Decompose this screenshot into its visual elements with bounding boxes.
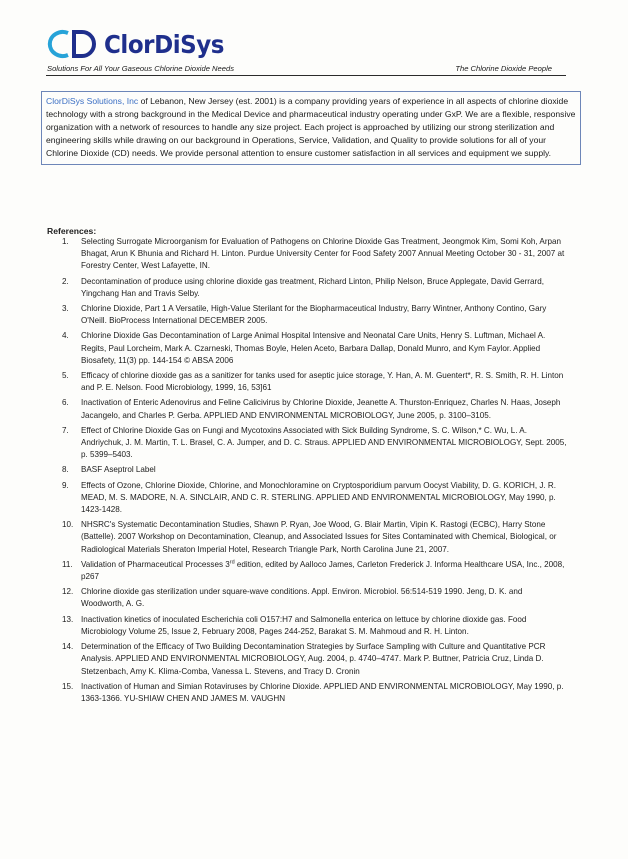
reference-item: 14. Determination of the Efficacy of Two Building Decontamination Strategies by Surface Sampling with Culture and Quantitative PCR Analysis. APPLIED AND ENVIRONMENTAL MICROBIOLOGY, Aug. 2004, p. 4740–4747. Mark P. Buttner, Patricia Cruz, Linda D. Stetzenbach, Amy K. Klima-Comba, Vanessa L. Stevens, and Tracy D. Cronin	[62, 642, 546, 676]
reference-item: 11. Validation of Pharmaceutical Processes 3rd edition, edited by Aalloco James, Carleton Frederick J. Informa Healthcare USA, Inc., 2008, p267	[62, 559, 565, 582]
reference-item: 1. Selecting Surrogate Microorganism for Evaluation of Pathogens on Chlorine Dioxide Gas Treatment, Jeongmok Kim, Somi Koh, Arpan Bhagat, Arun K Bhunia and Richard H. Linton. Purdue University Center for Food Safety 2007 Annual Meeting October 30 - 31, 2007 at Forestry Center, West Lafayette, IN.	[62, 237, 565, 271]
intro-box	[41, 91, 581, 165]
reference-item: 10. NHSRC's Systematic Decontamination Studies, Shawn P. Ryan, Joe Wood, G. Blair Martin, Vipin K. Rastogi (ECBC), Harry Stone (Battelle). 2007 Workshop on Decontamination, Cleanup, and Associated Issues for Sites Contaminated with Chemical, Biological, or Radiological Materials Sheraton Imperial Hotel, Research Triangle Park, North Carolina June 21, 2007.	[62, 520, 557, 554]
reference-item: 15. Inactivation of Human and Simian Rotaviruses by Chlorine Dioxide. APPLIED AND ENVIRONMENTAL MICROBIOLOGY, May 1990, p. 1363-1366. YU-SHIAW CHEN AND JAMES M. VAUGHN	[62, 681, 564, 703]
reference-item: 5. Efficacy of chlorine dioxide gas as a sanitizer for tanks used for aseptic juice storage, Y. Han, A. M. Guentert*, R. S. Smith, R. H. Linton and P. E. Nelson. Food Microbiology, 1999, 16, 53]61	[62, 371, 564, 393]
reference-item: 8. BASF Aseptrol Label	[62, 465, 156, 475]
reference-item: 2. Decontamination of produce using chlorine dioxide gas treatment, Richard Linton, Philip Nelson, Bruce Applegate, David Gerrard, Yingchang Han and Travis Selby.	[62, 276, 544, 298]
company-logo	[44, 28, 234, 60]
reference-item: 6. Inactivation of Enteric Adenovirus and Feline Calicivirus by Chlorine Dioxide, Jeanette A. Thurston-Enriquez, Charles N. Haas, Joseph Jacangelo, and Charles P. Gerba. APPLIED AND ENVIRONMENTAL MICROBIOLOGY, June 2005, p. 3100–3105.	[62, 398, 561, 420]
references-heading: References:	[47, 226, 97, 236]
intro-company-name: ClorDiSys Solutions, Inc	[46, 96, 139, 106]
reference-item: 7. Effect of Chlorine Dioxide Gas on Fungi and Mycotoxins Associated with Sick Building Syndrome, S. C. Wilson,* C. Wu, L. A. Andriychuk, J. M. Martin, T. L. Brasel, C. A. Jumper, and D. C. Straus. APPLIED AND ENVIRONMENTAL MICROBIOLOGY, Sept. 2005, p. 5399–5403.	[62, 425, 567, 460]
reference-item: 3. Chlorine Dioxide, Part 1 A Versatile, High-Value Sterilant for the Biopharmaceutical Industry, Barry Wintner, Anthony Contino, Gary O'Neill. BioProcess International DECEMBER 2005.	[62, 304, 547, 326]
tagline-right: The Chlorine Dioxide People	[455, 64, 552, 73]
tagline-left: Solutions For All Your Gaseous Chlorine Dioxide Needs	[47, 64, 234, 73]
reference-item: 13. Inactivation kinetics of inoculated Escherichia coli O157:H7 and Salmonella enterica on lettuce by chlorine dioxide gas. Food Microbiology Volume 25, Issue 2, February 2008, Pages 244-252, Barakat S. M. Mahmoud and R. H. Linton.	[62, 614, 527, 636]
reference-item: 4. Chlorine Dioxide Gas Decontamination of Large Animal Hospital Intensive and Neonatal Care Units, Henry S. Luftman, Michael A. Regits, Paul Lorcheim, Mark A. Czarneski, Thomas Boyle, Helen Aceto, Barbara Dallap, Donald Munro, and Kym Faylor. Applied Biosafety, 11(3) pp. 144-154 © ABSA 2006	[62, 331, 546, 365]
reference-item: 9. Effects of Ozone, Chlorine Dioxide, Chlorine, and Monochloramine on Cryptosporidium parvum Oocyst Viability, D. G. KORICH, J. R. MEAD, M. S. MADORE, N. A. SINCLAIR, AND C. R. STERLING. APPLIED AND ENVIRONMENTAL MICROBIOLOGY, May 1990, p. 1423-1428.	[62, 480, 557, 515]
header-divider	[46, 75, 566, 76]
cd-logo-icon	[44, 28, 102, 60]
reference-item: 12. Chlorine dioxide gas sterilization under square-wave conditions. Appl. Environ. Microbiol. 56:514-519 1990. Jeng, D. K. and Woodworth, A. G.	[62, 587, 523, 609]
intro-text: of Lebanon, New Jersey (est. 2001) is a company providing years of experience in all aspects of chlorine dioxide technology with a strong background in the Medical Device and pharmaceutical industry operating under GxP. We are a flexible, responsive organization with a network of resources to handle any size project. Each project is approached by utilizing our strong sterilization and engineering skills while drawing on our background in Operations, Service, Validation, and Quality to provide solutions for all of your Chlorine Dioxide (CD) needs. We provide personal attention to ensure customer satisfaction in all services and equipment we supply.	[46, 96, 576, 158]
logo-wordmark: ClorDiSys	[104, 29, 225, 59]
references-list	[47, 236, 567, 708]
